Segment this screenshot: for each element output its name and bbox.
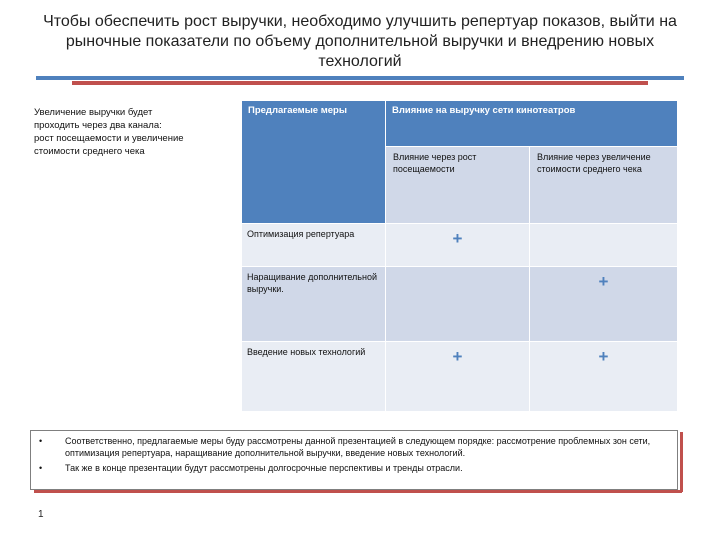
subheader-check-label: Влияние через увеличение стоимости среднего чека (537, 152, 651, 174)
subheader-check (530, 147, 678, 224)
bullet-icon: • (39, 463, 43, 473)
check-cell (530, 267, 678, 342)
check-cell (530, 342, 678, 412)
row-label (242, 267, 386, 342)
attendance-cell (386, 342, 530, 412)
note-text: Соответственно, предлагаемые меры буду рассмотрены данной презентацией в следующем порядке: рассмотрение проблемных зон сети, оптимизация репертуара, наращивание дополнительной выручки, введение новых технологий. (65, 436, 651, 458)
slide-title-line-2: рыночные показатели по объему дополнительной выручки и внедрению новых (65, 33, 655, 50)
title-divider-red (72, 81, 648, 85)
slide-title (30, 12, 690, 72)
title-divider-blue (36, 76, 684, 80)
notes-shadow-bottom (34, 490, 682, 493)
summary-notes-box (30, 430, 678, 490)
plus-mark (530, 224, 677, 230)
header-impact-label: Влияние на выручку сети кинотеатров (392, 105, 576, 116)
list-item (39, 462, 669, 474)
check-cell (530, 224, 678, 267)
row-label (242, 342, 386, 412)
summary-notes-list (31, 431, 677, 474)
revenue-channels-note (34, 106, 224, 158)
table-row (242, 342, 678, 412)
note-text: Так же в конце презентации будут рассмотрены долгосрочные перспективы и тренды отрасли. (65, 463, 463, 473)
plus-mark: + (598, 272, 609, 291)
header-impact (386, 101, 678, 147)
row-label-text: Наращивание дополнительной выручки. (247, 272, 377, 294)
plus-mark: + (452, 347, 463, 366)
header-measures (242, 101, 386, 224)
page-number: 1 (38, 509, 44, 520)
plus-mark: + (598, 347, 609, 366)
slide-title-line-3: технологий (318, 53, 402, 70)
header-measures-label: Предлагаемые меры (248, 105, 347, 116)
notes-shadow-right (680, 432, 683, 492)
row-label (242, 224, 386, 267)
plus-mark: + (452, 229, 463, 248)
note-line: стоимости среднего чека (34, 146, 145, 157)
note-line: рост посещаемости и увеличение (34, 133, 184, 144)
attendance-cell (386, 224, 530, 267)
bullet-icon: • (39, 436, 43, 446)
plus-mark (386, 267, 529, 273)
table-row (242, 267, 678, 342)
measures-impact-table (241, 100, 678, 412)
note-line: Увеличение выручки будет (34, 107, 153, 118)
note-line: проходить через два канала: (34, 120, 162, 131)
row-label-text: Введение новых технологий (247, 347, 366, 357)
list-item (39, 435, 669, 459)
slide-title-line-1: Чтобы обеспечить рост выручки, необходимо улучшить репертуар показов, выйти на (43, 13, 677, 30)
subheader-attendance-label: Влияние через рост посещаемости (393, 152, 477, 174)
subheader-attendance (386, 147, 530, 224)
table-row (242, 224, 678, 267)
row-label-text: Оптимизация репертуара (247, 229, 355, 239)
attendance-cell (386, 267, 530, 342)
